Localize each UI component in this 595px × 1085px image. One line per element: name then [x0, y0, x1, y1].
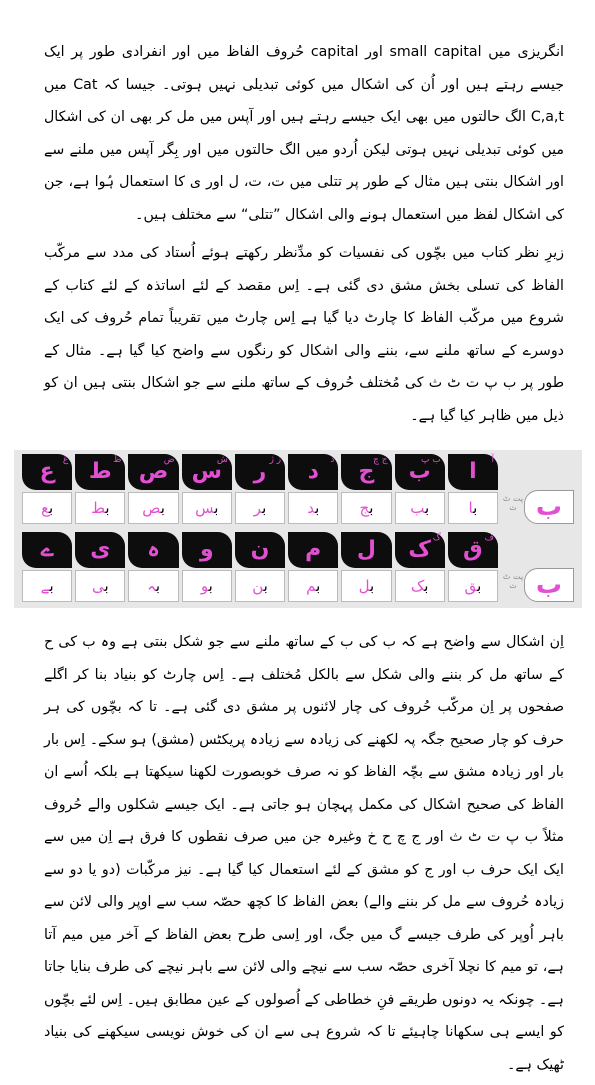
- letter-form-tile: [395, 454, 445, 490]
- joined-example: [410, 576, 429, 595]
- joined-example-tile: [22, 492, 72, 524]
- letter-form-tile: [235, 454, 285, 490]
- joined-example-highlight: ب: [410, 498, 425, 517]
- chart-row-2: [22, 532, 574, 602]
- compound-letters-chart: [14, 450, 582, 608]
- joined-example: [253, 498, 267, 517]
- letter-variant-label: ج چ: [373, 455, 388, 465]
- joined-example-tile: [395, 570, 445, 602]
- joined-example-tile: [395, 492, 445, 524]
- paragraph-chart-explanation: اِن اشکال سے واضح ہے کہ ب کی ب کے ساتھ ملنے سے جو شکل بنتی ہے وہ ب کی ح کے ساتھ مل کر بننے والی شکل سے بالکل مُختلف ہے۔ اِس چارٹ کو بنیاد بنا کر اگلے صفحوں پر اِن مرکّب حُروف کی چار لائنوں پر مشق دی گئی ہے۔ تا کہ بچّوں کی ہر حرف کو چار صحیح جگہ پہ لکھنے کی زیادہ سے زیادہ پریکٹس (مشق) ہو سکے۔ اِس بار بار اور زیادہ مشق سے بچّہ الفاظ کو نہ صرف خوبصورت لکھنا سیکھتا ہے بلکہ اُسے ان الفاظ کی صحیح اشکال کی مکمل پہچان ہو جاتی ہے۔ ایک جیسے شکلوں والے حُروف مثلاً ب پ ت ٹ ث اور ج چ ح خ وغیرہ جن میں صرف نقطوں کا فرق ہے اِن میں سے ایک ایک حرف ب اور ج کو مشق کے لئے استعمال کیا گیا ہے۔ نیز مرکّبات (دو یا دو سے زیادہ حُروف سے مل کر بننے والے) بعض الفاظ کا کچھ حصّہ سب سے اوپر والی لائن سے باہر اُوپر کی طرف جیسے گ میں جگ، اور اِسی طرح بعض الفاظ کے آخر میں میم آتا ہے، تو میم کا نچلا آخری حصّہ سب سے نیچے والی لائن سے باہر نیچے کی طرف بنایا جاتا ہے۔ چونکہ یہ دونوں طریقے فنِ خطاطی کے اُصولوں کے عین مطابق ہیں۔ اِس لئے بچّوں کو ایسے ہی سکھانا چاہیئے تا کہ شروع ہی سے ان کی خوش نویسی سیکھنے کی بنیاد ٹھیک ہے۔: [44, 634, 564, 1073]
- joined-example-highlight: ج: [359, 498, 370, 517]
- letter-form-tile: [22, 454, 72, 490]
- chart-cell: [75, 454, 125, 524]
- chart-row-lead-letter: ب: [524, 568, 574, 602]
- joined-example-tile: [182, 492, 232, 524]
- letter-variant-label: ب پ: [420, 455, 441, 465]
- letter-variant-label: آ: [491, 455, 494, 465]
- joined-example: [468, 498, 478, 517]
- letter-form: ی: [90, 537, 111, 562]
- joined-example-tile: [75, 492, 125, 524]
- joined-example-base: ب: [49, 576, 54, 595]
- letter-variant-label: ظ: [113, 455, 122, 465]
- letter-form-tile: [288, 454, 338, 490]
- joined-example: [358, 576, 375, 595]
- chart-cell: [341, 454, 391, 524]
- joined-example-highlight: و: [200, 576, 209, 595]
- joined-example-base: ب: [424, 498, 430, 517]
- joined-example: [359, 498, 374, 517]
- joined-example-base: ب: [477, 576, 482, 595]
- letter-form: و: [199, 537, 214, 562]
- joined-example: [195, 498, 219, 517]
- chart-cell: [395, 532, 445, 602]
- letter-form-tile: [448, 532, 498, 568]
- letter-variant-label: غ: [62, 455, 69, 465]
- joined-example-highlight: ہ: [147, 576, 156, 595]
- letter-form-tile: [22, 532, 72, 568]
- letter-form: ب: [408, 459, 431, 484]
- joined-example-base: ب: [208, 576, 213, 595]
- letter-form: ہ: [147, 537, 161, 562]
- chart-row-lead-letter: ب: [524, 490, 574, 524]
- chart-cell: [448, 532, 498, 602]
- joined-example-highlight: س: [195, 498, 215, 517]
- joined-example: [306, 576, 321, 595]
- letter-variant-label: ض: [163, 455, 175, 465]
- letter-form-tile: [395, 532, 445, 568]
- joined-example-highlight: ع: [41, 498, 50, 517]
- letter-form: ل: [356, 537, 376, 562]
- joined-example-highlight: ط: [91, 498, 106, 517]
- joined-example-tile: [341, 570, 391, 602]
- paragraph-intro: انگریزی میں small capital اور capital حُروف الفاظ میں اور انفرادی طور پر ایک جیسے رہتے ہیں اور اُن کی اشکال میں کوئی تبدیلی نہیں ہوتی۔ جیسا کہ Cat میں C,a,t الگ حالتوں میں بھی ایک جیسے رہتے ہیں اور آپس میں مل کر بھی ان کی اشکال میں کوئی تبدیلی نہیں ہوتی لیکن اُردو میں الگ حالتوں میں اور بِگر آپس میں ملنے سے اور اشکال بنتی ہیں مثال کے طور پر تتلی میں ت، ت، ل اور ی کا استعمال ہُوا ہے، جن کی اشکال لفظ میں استعمال ہونے والی اشکال ”تتلی“ سے مختلف ہیں۔: [44, 44, 564, 223]
- joined-example-base: ب: [160, 498, 165, 517]
- joined-example-base: ب: [262, 498, 267, 517]
- chart-row-lead-sub: پت ٹ ث: [502, 494, 524, 512]
- letter-form-tile: [182, 532, 232, 568]
- joined-example-base: ب: [424, 576, 429, 595]
- letter-variant-label: گ: [432, 533, 441, 543]
- joined-example: [142, 498, 165, 517]
- joined-example-highlight: ن: [252, 576, 264, 595]
- letter-variant-label: ز ژ: [269, 455, 282, 465]
- joined-example-base: ب: [214, 498, 219, 517]
- joined-example: [147, 576, 161, 595]
- letter-form: ن: [250, 537, 270, 562]
- chart-cell: [341, 532, 391, 602]
- joined-example-tile: [182, 570, 232, 602]
- joined-example: [41, 498, 54, 517]
- chart-cell: [288, 532, 338, 602]
- joined-example: [252, 576, 268, 595]
- joined-example-base: ب: [49, 498, 54, 517]
- joined-example-base: ب: [473, 498, 478, 517]
- letter-form: س: [191, 459, 222, 484]
- letter-form-tile: [128, 454, 178, 490]
- letter-form: ط: [88, 459, 112, 484]
- chart-row-cells: [22, 454, 498, 524]
- joined-example-tile: [288, 570, 338, 602]
- joined-example-tile: [22, 570, 72, 602]
- joined-example-highlight: ی: [92, 576, 105, 595]
- joined-example-tile: [75, 570, 125, 602]
- joined-example: [410, 498, 430, 517]
- letter-form: ع: [39, 459, 55, 484]
- joined-example-base: ب: [370, 576, 375, 595]
- joined-example-highlight: م: [306, 576, 317, 595]
- letter-form: د: [307, 459, 319, 484]
- paragraph-book-purpose: زیرِ نظر کتاب میں بچّوں کی نفسیات کو مدِّنظر رکھتے ہوئے اُستاد کی مدد سے مرکّب الفاظ کی تسلی بخش مشق دی گئی ہے۔ اِس مقصد کے لئے اساتذہ کے لئے کتاب کے شروع میں مرکّب الفاظ کا چارٹ دیا گیا ہے اِس چارٹ میں تقریباً تمام حُروف کی ایک دوسرے کے ساتھ ملنے سے، بننے والی اشکال کو رنگوں سے واضح کیا گیا ہے۔ مثال کے طور پر ب پ ت ٹ ث کی مُختلف حُروف کے ساتھ ملنے سے جو اشکال بنتی ہیں ان کو ذیل میں ظاہر کیا گیا ہے۔: [44, 245, 564, 424]
- joined-example-highlight: ر: [253, 498, 263, 517]
- chart-cell: [182, 532, 232, 602]
- letter-form: ج: [358, 459, 375, 484]
- joined-example-tile: [448, 492, 498, 524]
- chart-cell: [22, 454, 72, 524]
- chart-row-1: [22, 454, 574, 524]
- chart-cell: [395, 454, 445, 524]
- letter-variant-label: ش: [216, 455, 228, 465]
- joined-example-tile: [235, 570, 285, 602]
- letter-form: ک: [408, 537, 431, 562]
- letter-variant-label: ف: [484, 533, 494, 543]
- chart-cell: [235, 532, 285, 602]
- letter-form-tile: [448, 454, 498, 490]
- chart-cell: [75, 532, 125, 602]
- joined-example-base: ب: [315, 498, 320, 517]
- joined-example: [464, 576, 482, 595]
- chart-cell: [128, 454, 178, 524]
- letter-form-tile: [341, 454, 391, 490]
- joined-example-tile: [128, 492, 178, 524]
- chart-row-cells: [22, 532, 498, 602]
- joined-example-highlight: ک: [410, 576, 425, 595]
- joined-example: [92, 576, 109, 595]
- joined-example-tile: [235, 492, 285, 524]
- chart-cell: [22, 532, 72, 602]
- joined-example: [200, 576, 213, 595]
- joined-example: [40, 576, 54, 595]
- joined-example-tile: [128, 570, 178, 602]
- chart-row-lead-sub: پت ٹ ث: [502, 572, 524, 590]
- letter-form-tile: [128, 532, 178, 568]
- letter-form-tile: [75, 454, 125, 490]
- letter-form-tile: [235, 532, 285, 568]
- chart-cell: [448, 454, 498, 524]
- joined-example-base: ب: [369, 498, 374, 517]
- chart-cell: [182, 454, 232, 524]
- joined-example-base: ب: [104, 576, 109, 595]
- joined-example-base: ب: [316, 576, 321, 595]
- letter-form: م: [305, 537, 322, 562]
- joined-example-base: ب: [105, 498, 110, 517]
- letter-form-tile: [288, 532, 338, 568]
- joined-example-base: ب: [263, 576, 268, 595]
- joined-example-tile: [341, 492, 391, 524]
- letter-form: ا: [469, 459, 477, 484]
- joined-example-highlight: ل: [358, 576, 371, 595]
- joined-example-highlight: ے: [40, 576, 50, 595]
- joined-example-highlight: ص: [142, 498, 161, 517]
- joined-example-highlight: د: [307, 498, 316, 517]
- joined-example-tile: [288, 492, 338, 524]
- letter-form-tile: [341, 532, 391, 568]
- letter-form: ص: [138, 459, 169, 484]
- joined-example-tile: [448, 570, 498, 602]
- joined-example-highlight: ا: [468, 498, 474, 517]
- chart-cell: [288, 454, 338, 524]
- letter-form: ے: [40, 537, 54, 562]
- letter-variant-label: ذ: [330, 455, 335, 465]
- chart-cell: [128, 532, 178, 602]
- joined-example-base: ب: [155, 576, 161, 595]
- letter-form: ق: [463, 537, 483, 562]
- joined-example-highlight: ق: [464, 576, 478, 595]
- joined-example: [307, 498, 320, 517]
- joined-example: [91, 498, 110, 517]
- letter-form: ر: [253, 459, 267, 484]
- letter-form-tile: [182, 454, 232, 490]
- chart-cell: [235, 454, 285, 524]
- letter-form-tile: [75, 532, 125, 568]
